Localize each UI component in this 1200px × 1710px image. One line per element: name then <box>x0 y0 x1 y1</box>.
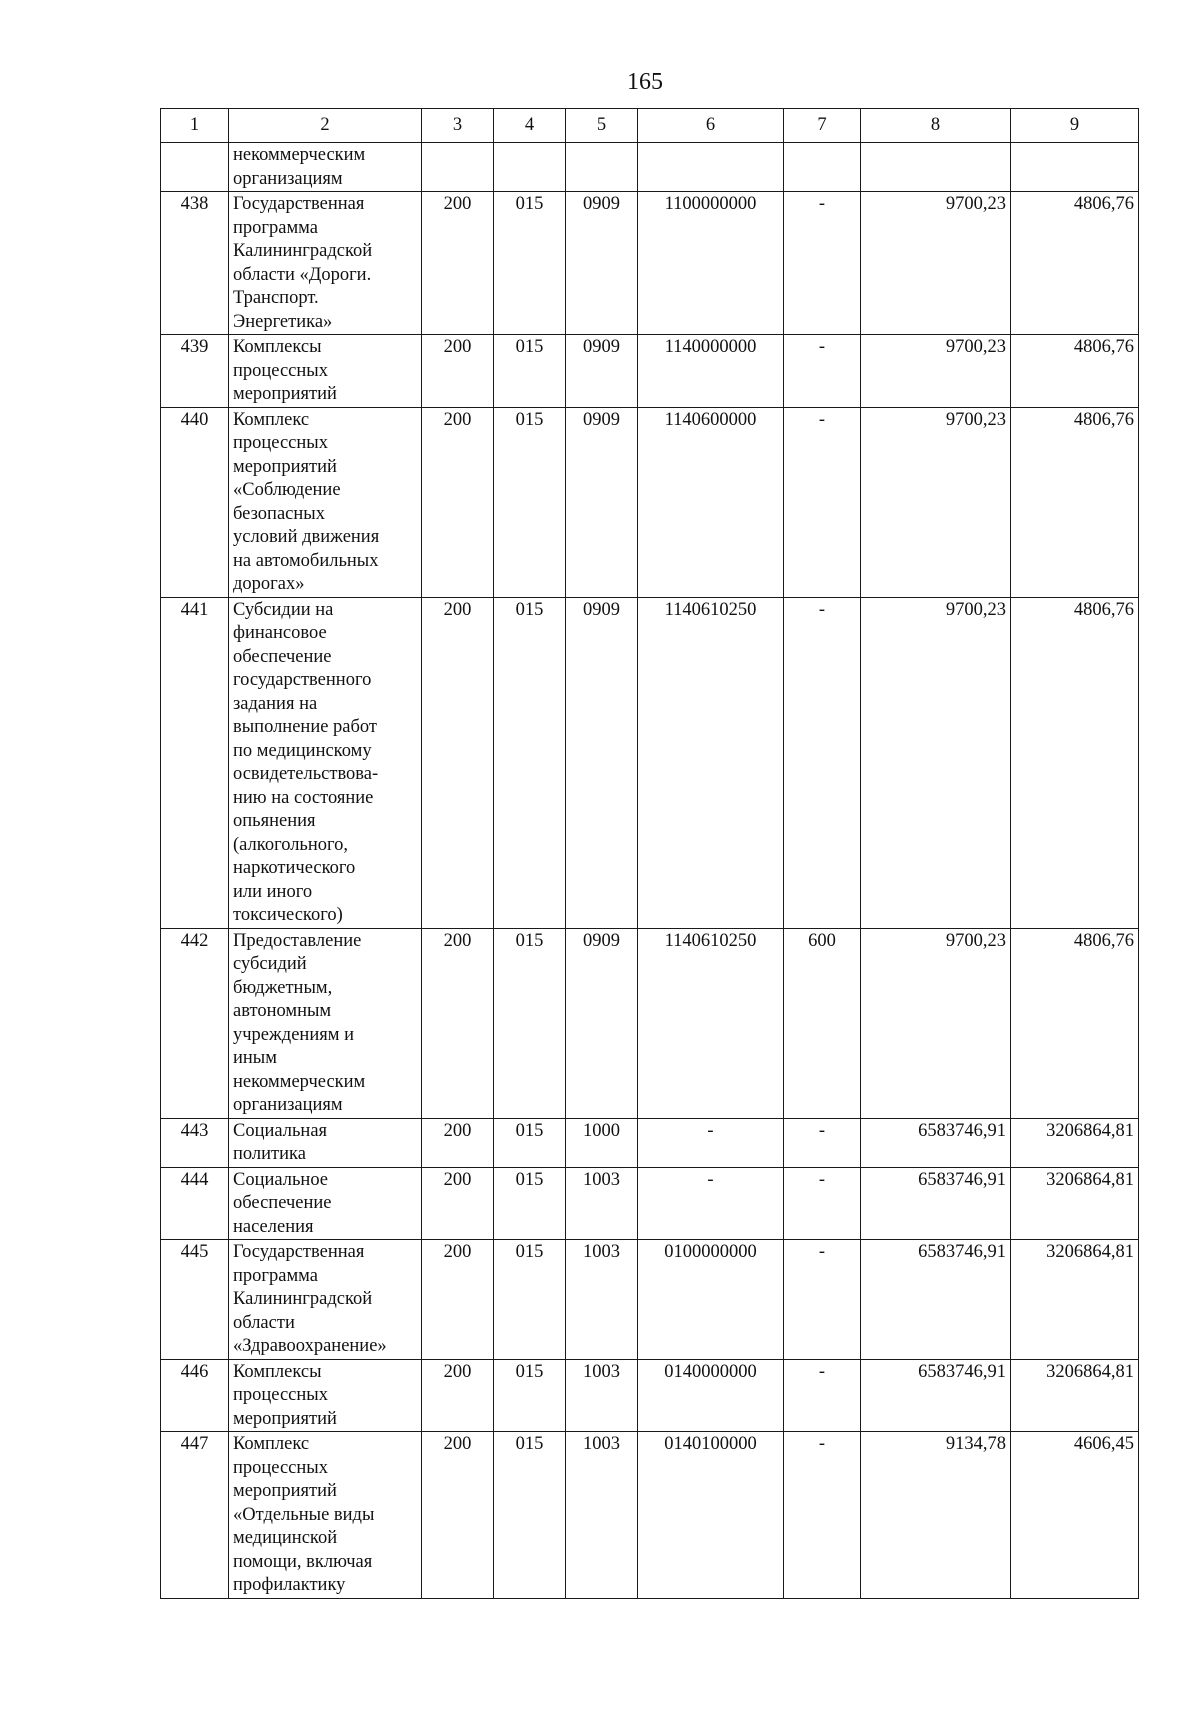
code-cell-5: 0909 <box>566 192 638 335</box>
amount-cell-8: 9700,23 <box>861 407 1011 597</box>
code-cell-7 <box>784 143 861 192</box>
amount-cell-9 <box>1011 143 1139 192</box>
table-row <box>161 1240 1139 1360</box>
amount-cell-9: 4806,76 <box>1011 597 1139 928</box>
table-row <box>161 1359 1139 1432</box>
code-cell-3 <box>422 143 494 192</box>
amount-cell-9: 3206864,81 <box>1011 1167 1139 1240</box>
column-header: 6 <box>638 109 784 143</box>
table-row <box>161 407 1139 597</box>
amount-cell-8 <box>861 143 1011 192</box>
code-cell-3: 200 <box>422 1240 494 1360</box>
item-name-cell: Социальное обеспечение населения <box>229 1167 422 1240</box>
code-cell-5: 0909 <box>566 928 638 1118</box>
code-cell-7: - <box>784 1167 861 1240</box>
amount-cell-9: 4806,76 <box>1011 928 1139 1118</box>
row-number-cell: 441 <box>161 597 229 928</box>
code-cell-3: 200 <box>422 407 494 597</box>
code-cell-5: 1000 <box>566 1118 638 1167</box>
row-number-cell: 447 <box>161 1432 229 1599</box>
code-cell-6: 0100000000 <box>638 1240 784 1360</box>
row-number-cell: 440 <box>161 407 229 597</box>
code-cell-7: - <box>784 1118 861 1167</box>
amount-cell-8: 9700,23 <box>861 192 1011 335</box>
amount-cell-9: 3206864,81 <box>1011 1359 1139 1432</box>
table-row <box>161 597 1139 928</box>
table-row <box>161 1432 1139 1599</box>
amount-cell-8: 9134,78 <box>861 1432 1011 1599</box>
item-name-cell: некоммерческим организациям <box>229 143 422 192</box>
item-name-cell: Комплекс процессных мероприятий «Соблюдение безопасных условий движения на автомобильных дорогах» <box>229 407 422 597</box>
code-cell-3: 200 <box>422 1167 494 1240</box>
column-header: 8 <box>861 109 1011 143</box>
item-name-cell: Субсидии на финансовое обеспечение государственного задания на выполнение работ по медицинскому освидетельствова- нию на состояние опьянения (алкогольного, наркотического или иного токсического) <box>229 597 422 928</box>
table-row <box>161 335 1139 408</box>
code-cell-4: 015 <box>494 928 566 1118</box>
table-row <box>161 143 1139 192</box>
amount-cell-9: 3206864,81 <box>1011 1240 1139 1360</box>
table-row <box>161 1118 1139 1167</box>
amount-cell-8: 6583746,91 <box>861 1359 1011 1432</box>
code-cell-3: 200 <box>422 1432 494 1599</box>
column-header: 4 <box>494 109 566 143</box>
table-body <box>161 143 1139 1599</box>
item-name-cell: Комплексы процессных мероприятий <box>229 335 422 408</box>
row-number-cell: 443 <box>161 1118 229 1167</box>
code-cell-6: 0140000000 <box>638 1359 784 1432</box>
code-cell-3: 200 <box>422 192 494 335</box>
code-cell-4: 015 <box>494 1240 566 1360</box>
page-number: 165 <box>627 69 663 95</box>
code-cell-6: 1140610250 <box>638 597 784 928</box>
amount-cell-8: 6583746,91 <box>861 1167 1011 1240</box>
code-cell-5: 1003 <box>566 1167 638 1240</box>
amount-cell-8: 9700,23 <box>861 335 1011 408</box>
code-cell-7: - <box>784 1359 861 1432</box>
table-row <box>161 192 1139 335</box>
code-cell-6: 1140000000 <box>638 335 784 408</box>
code-cell-5: 1003 <box>566 1359 638 1432</box>
item-name-cell: Государственная программа Калининградской области «Дороги. Транспорт. Энергетика» <box>229 192 422 335</box>
header-row <box>161 109 1139 143</box>
code-cell-3: 200 <box>422 1359 494 1432</box>
code-cell-4: 015 <box>494 407 566 597</box>
row-number-cell: 442 <box>161 928 229 1118</box>
code-cell-6: 1140610250 <box>638 928 784 1118</box>
code-cell-4: 015 <box>494 192 566 335</box>
code-cell-4: 015 <box>494 1432 566 1599</box>
code-cell-5: 0909 <box>566 335 638 408</box>
amount-cell-8: 6583746,91 <box>861 1118 1011 1167</box>
code-cell-3: 200 <box>422 928 494 1118</box>
amount-cell-9: 4806,76 <box>1011 407 1139 597</box>
row-number-cell <box>161 143 229 192</box>
table-row <box>161 928 1139 1118</box>
code-cell-5 <box>566 143 638 192</box>
code-cell-3: 200 <box>422 597 494 928</box>
code-cell-4: 015 <box>494 597 566 928</box>
code-cell-4 <box>494 143 566 192</box>
code-cell-7: - <box>784 192 861 335</box>
code-cell-4: 015 <box>494 1167 566 1240</box>
row-number-cell: 439 <box>161 335 229 408</box>
column-header: 9 <box>1011 109 1139 143</box>
code-cell-7: 600 <box>784 928 861 1118</box>
code-cell-3: 200 <box>422 335 494 408</box>
item-name-cell: Предоставление субсидий бюджетным, автономным учреждениям и иным некоммерческим организациям <box>229 928 422 1118</box>
code-cell-6: - <box>638 1118 784 1167</box>
item-name-cell: Комплексы процессных мероприятий <box>229 1359 422 1432</box>
code-cell-7: - <box>784 1240 861 1360</box>
code-cell-5: 1003 <box>566 1432 638 1599</box>
code-cell-5: 0909 <box>566 407 638 597</box>
code-cell-7: - <box>784 597 861 928</box>
table-row <box>161 1167 1139 1240</box>
column-header: 5 <box>566 109 638 143</box>
row-number-cell: 438 <box>161 192 229 335</box>
amount-cell-9: 4806,76 <box>1011 335 1139 408</box>
row-number-cell: 446 <box>161 1359 229 1432</box>
budget-table <box>160 108 1139 1599</box>
item-name-cell: Комплекс процессных мероприятий «Отдельные виды медицинской помощи, включая профилактику <box>229 1432 422 1599</box>
amount-cell-9: 4806,76 <box>1011 192 1139 335</box>
code-cell-6: - <box>638 1167 784 1240</box>
amount-cell-8: 6583746,91 <box>861 1240 1011 1360</box>
amount-cell-8: 9700,23 <box>861 597 1011 928</box>
code-cell-5: 0909 <box>566 597 638 928</box>
code-cell-7: - <box>784 335 861 408</box>
code-cell-5: 1003 <box>566 1240 638 1360</box>
code-cell-6: 0140100000 <box>638 1432 784 1599</box>
amount-cell-8: 9700,23 <box>861 928 1011 1118</box>
code-cell-6: 1140600000 <box>638 407 784 597</box>
row-number-cell: 444 <box>161 1167 229 1240</box>
item-name-cell: Государственная программа Калининградской области «Здравоохранение» <box>229 1240 422 1360</box>
code-cell-6 <box>638 143 784 192</box>
row-number-cell: 445 <box>161 1240 229 1360</box>
code-cell-4: 015 <box>494 1118 566 1167</box>
code-cell-3: 200 <box>422 1118 494 1167</box>
code-cell-7: - <box>784 407 861 597</box>
amount-cell-9: 3206864,81 <box>1011 1118 1139 1167</box>
code-cell-7: - <box>784 1432 861 1599</box>
column-header: 2 <box>229 109 422 143</box>
code-cell-6: 1100000000 <box>638 192 784 335</box>
code-cell-4: 015 <box>494 335 566 408</box>
item-name-cell: Социальная политика <box>229 1118 422 1167</box>
code-cell-4: 015 <box>494 1359 566 1432</box>
amount-cell-9: 4606,45 <box>1011 1432 1139 1599</box>
column-header: 1 <box>161 109 229 143</box>
column-header: 7 <box>784 109 861 143</box>
column-header: 3 <box>422 109 494 143</box>
